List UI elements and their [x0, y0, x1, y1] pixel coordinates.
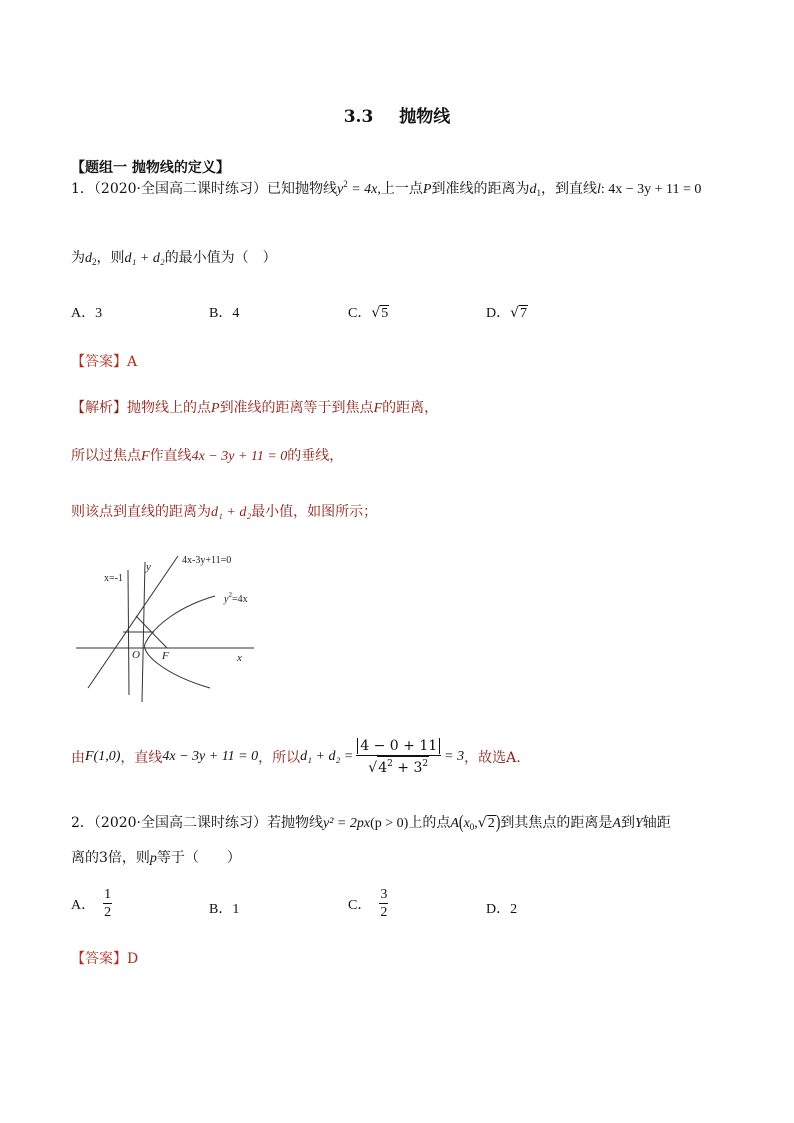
section-name: 抛物线 — [399, 107, 451, 127]
distance-fraction: $\frac{4 - 0 + 11}{√4^2 + 3^2}$ — [356, 738, 441, 777]
q1-analysis-3: 则该点到直线的距离为d₁ + d₂最小值，如图所示； — [71, 504, 378, 520]
q2-option-d[interactable]: D．2 — [486, 902, 518, 917]
q1-text-e: 为 — [71, 250, 85, 266]
directrix-label: x=-1 — [104, 573, 123, 584]
q2-number: 2． — [71, 815, 94, 831]
y-axis-label: y — [146, 561, 151, 573]
q1-analysis-1: 【解析】抛物线上的点P到准线的距离等于到焦点F的距离， — [71, 400, 439, 416]
q1-answer — [71, 351, 137, 371]
section-number: 3.3 — [343, 107, 374, 127]
answer-label: 【答案】 — [71, 951, 127, 967]
q1-d1: $d_1$ — [529, 182, 541, 198]
parabola-curve — [145, 596, 215, 688]
q1-number: 1． — [71, 181, 94, 197]
q1-text-d: ，到直线 — [540, 181, 597, 197]
curve-label: $y^2=4x$ — [224, 591, 248, 605]
q1-text-g: 的最小值为（ ） — [164, 250, 277, 266]
q1-option-c[interactable]: C．√5 — [348, 305, 389, 321]
q1-text-c: 到准线的距离为 — [431, 181, 530, 197]
analysis-label: 【解析】 — [71, 400, 127, 416]
q1-text-b: 上一点 — [380, 181, 423, 197]
q1-line-2 — [71, 247, 277, 267]
line-label: 4x-3y+11=0 — [182, 555, 232, 566]
q1-conclusion: 由 F(1,0) ，直线 4x − 3y + 11 = 0 ，所以 d₁ + d₂ = $\frac{4 - 0 + 11}{√4^2 + 3^2}$ = 3 ，故选A. — [71, 737, 521, 776]
origin-label: O — [132, 649, 140, 661]
x-axis-label: x — [237, 652, 242, 664]
q2-cond: (p > 0) — [370, 816, 409, 831]
q2-line-1: 2．（2020·全国高二课时练习）若抛物线y² = 2px(p > 0)上的点$A(x_0,√2)$到其焦点的距离是A到Y轴距 — [71, 813, 671, 834]
q2-option-a[interactable]: A． $\frac{1}{2}$ — [71, 887, 112, 920]
q1-text-f: ，则 — [96, 250, 125, 266]
answer-value: D — [127, 951, 139, 967]
q1-sum: d₁ + d₂ — [124, 251, 165, 266]
q1-line-l: l: 4x − 3y + 11 = 0 — [596, 182, 702, 197]
q1-option-d[interactable]: D．√7 — [486, 305, 528, 321]
q1-line-1 — [71, 178, 701, 198]
q1-option-a[interactable]: A．3 — [71, 306, 103, 321]
group-heading: 【题组一 抛物线的定义】 — [71, 160, 230, 176]
focus-label: F — [162, 650, 169, 662]
q1-parabola: $y^2 = 4x$, — [337, 179, 381, 197]
q2-answer — [71, 948, 138, 968]
q1-source: （2020·全国高二课时练习）已知抛物线 — [93, 181, 338, 197]
q1-point-p: P — [422, 182, 432, 197]
parabola-figure — [70, 550, 270, 710]
q2-option-c[interactable]: C． $\frac{3}{2}$ — [348, 887, 388, 920]
q2-eq: y² = 2px — [323, 816, 371, 831]
answer-value: A — [127, 354, 138, 370]
q1-option-b[interactable]: B．4 — [209, 306, 240, 321]
q1-d2: $d_2$ — [85, 251, 97, 267]
page-title — [0, 102, 794, 127]
q2-line-2: 离的3倍，则p等于（ ） — [71, 850, 241, 866]
q1-analysis-2: 所以过焦点F作直线4x − 3y + 11 = 0的垂线， — [71, 448, 344, 464]
q2-option-b[interactable]: B．1 — [209, 902, 240, 917]
q2-source: （2020·全国高二课时练习）若抛物线 — [93, 815, 324, 831]
answer-label: 【答案】 — [71, 354, 127, 370]
q2-point: $A(x_0,√2)$ — [450, 813, 501, 834]
